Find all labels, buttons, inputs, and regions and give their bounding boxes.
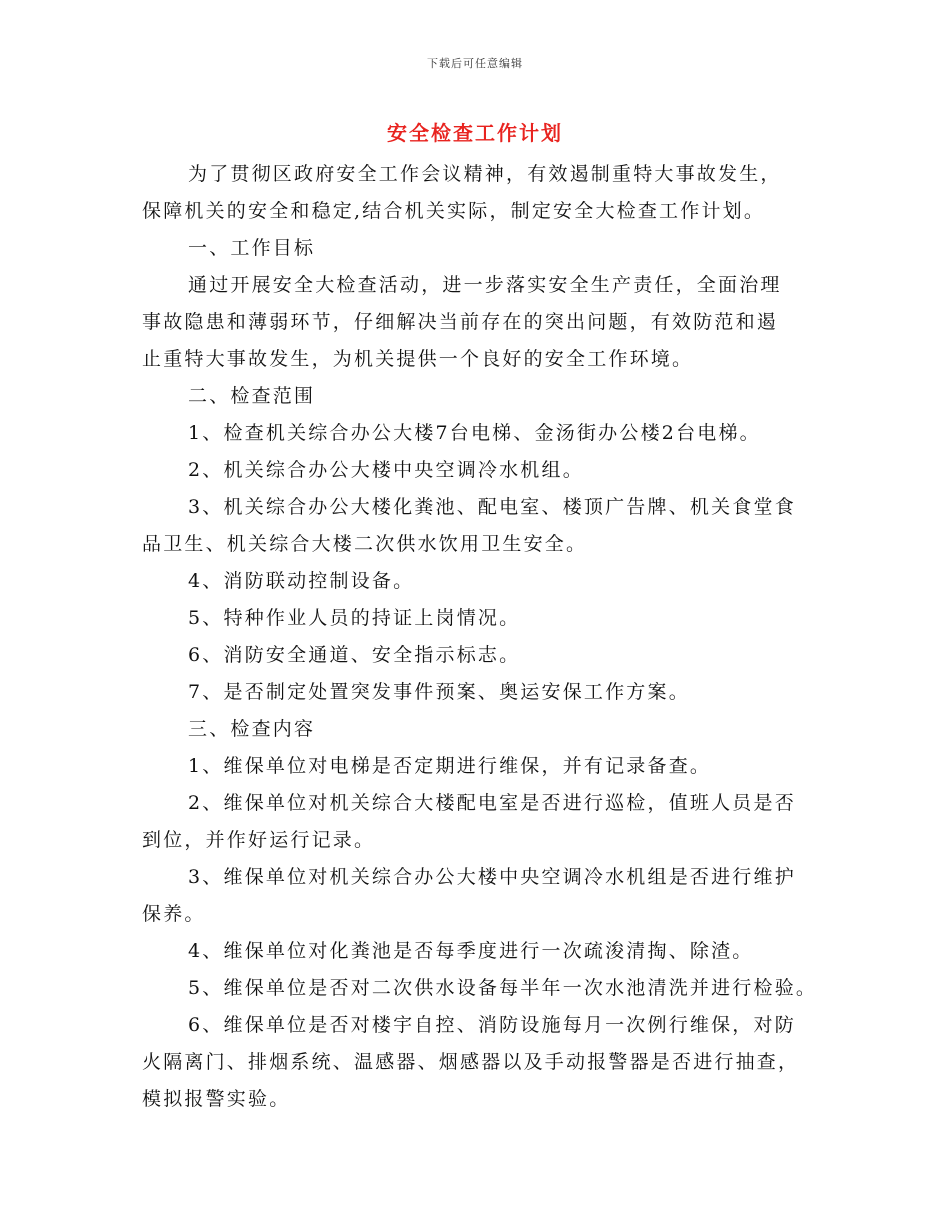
body-line: 1、维保单位对电梯是否定期进行维保，并有记录备查。 (188, 755, 712, 777)
body-line: 通过开展安全大检查活动，进一步落实安全生产责任，全面治理 (188, 274, 782, 296)
body-line: 到位，并作好运行记录。 (142, 829, 376, 851)
body-line: 1、检查机关综合办公大楼7台电梯、金汤街办公楼2台电梯。 (188, 422, 761, 444)
body-line: 二、检查范围 (188, 385, 316, 407)
body-line: 5、维保单位是否对二次供水设备每半年一次水池清洗并进行检验。 (188, 977, 818, 999)
body-line: 一、工作目标 (188, 237, 316, 259)
body-line: 事故隐患和薄弱环节，仔细解决当前存在的突出问题，有效防范和遏 (142, 311, 779, 333)
body-line: 5、特种作业人员的持证上岗情况。 (188, 607, 521, 629)
body-line: 保障机关的安全和稳定,结合机关实际，制定安全大检查工作计划。 (142, 200, 766, 222)
body-line: 火隔离门、排烟系统、温感器、烟感器以及手动报警器是否进行抽查， (142, 1051, 800, 1073)
body-line: 2、机关综合办公大楼中央空调冷水机组。 (188, 459, 584, 481)
document-body (142, 156, 822, 1118)
body-line: 2、维保单位对机关综合大楼配电室是否进行巡检，值班人员是否 (188, 792, 796, 814)
header-note: 下载后可任意编辑 (427, 57, 523, 70)
body-line: 4、消防联动控制设备。 (188, 570, 415, 592)
body-line: 6、消防安全通道、安全指示标志。 (188, 644, 521, 666)
body-line: 三、检查内容 (188, 718, 316, 740)
body-line: 4、维保单位对化粪池是否每季度进行一次疏浚清掏、除渣。 (188, 940, 754, 962)
body-line: 6、维保单位是否对楼宇自控、消防设施每月一次例行维保，对防 (188, 1014, 796, 1036)
body-line: 7、是否制定处置突发事件预案、奥运安保工作方案。 (188, 681, 690, 703)
body-line: 模拟报警实验。 (142, 1088, 291, 1110)
body-line: 3、机关综合办公大楼化粪池、配电室、楼顶广告牌、机关食堂食 (188, 496, 796, 518)
body-line: 止重特大事故发生，为机关提供一个良好的安全工作环境。 (142, 348, 694, 370)
body-line: 品卫生、机关综合大楼二次供水饮用卫生安全。 (142, 533, 588, 555)
body-line: 3、维保单位对机关综合办公大楼中央空调冷水机组是否进行维护 (188, 866, 796, 888)
document-title: 安全检查工作计划 (387, 121, 563, 145)
body-line: 保养。 (142, 903, 206, 925)
body-line: 为了贯彻区政府安全工作会议精神，有效遏制重特大事故发生， (188, 163, 782, 185)
